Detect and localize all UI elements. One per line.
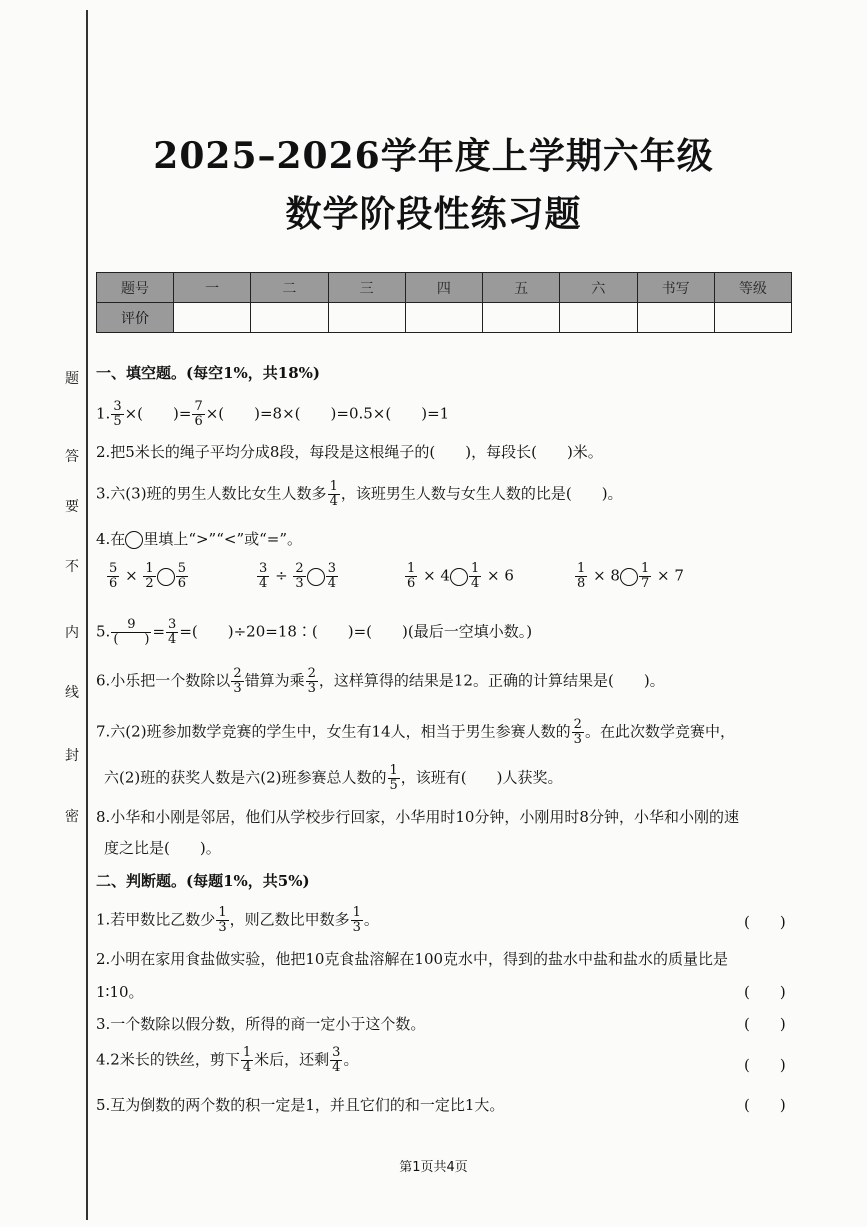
text: 。在此次数学竞赛中，: [584, 722, 735, 741]
text: 3.六(3)班的男生人数比女生人数多: [96, 484, 327, 503]
score-header-cell: 书写: [637, 273, 714, 303]
numerator: 5: [177, 561, 186, 576]
fraction: [216, 906, 228, 935]
q1-7a: [96, 718, 735, 747]
denominator: 4: [259, 576, 268, 591]
compare-item-3: [404, 562, 514, 591]
text: 错算为乘: [244, 671, 305, 690]
q1-8a: 8.小华和小刚是邻居，他们从学校步行回家，小华用时10分钟，小刚用时8分钟，小华和小刚的速: [96, 808, 739, 826]
score-input-cell[interactable]: [328, 303, 405, 333]
denominator: 4: [470, 576, 480, 591]
numerator: 1: [242, 1045, 252, 1060]
denominator: 6: [177, 576, 186, 591]
compare-item-1: [106, 562, 189, 591]
score-header-row: [97, 273, 792, 303]
score-header-cell: 二: [251, 273, 328, 303]
q1-1: [96, 400, 449, 429]
text: 4.2米长的铁丝，剪下: [96, 1050, 240, 1069]
seal-char: 线: [65, 685, 79, 701]
q2-5: 5.互为倒数的两个数的积一定是1，并且它们的和一定比1大。: [96, 1096, 505, 1114]
seal-char: 密: [65, 809, 79, 825]
numerator: 2: [573, 717, 582, 732]
text: 1.: [96, 404, 111, 423]
score-header-cell: 等级: [714, 273, 791, 303]
text: 六(2)班的获奖人数是六(2)班参赛总人数的: [104, 768, 387, 787]
denominator: 2: [145, 576, 154, 591]
title-line1: 2025–2026学年度上学期六年级: [153, 135, 714, 177]
fraction: [241, 1046, 253, 1075]
denominator: 3: [218, 920, 227, 935]
compare-circle[interactable]: [307, 568, 325, 586]
denominator: 4: [332, 1060, 341, 1075]
numerator: 2: [295, 561, 304, 576]
seal-char: 封: [65, 748, 79, 764]
page-footer: 第1页共4页: [399, 1160, 468, 1175]
q2-3: 3.一个数除以假分数，所得的商一定小于这个数。: [96, 1015, 426, 1033]
fraction: [351, 906, 363, 935]
score-header-cell: 四: [405, 273, 482, 303]
compare-circle[interactable]: [450, 568, 468, 586]
fraction: [166, 618, 178, 647]
seal-char: 不: [65, 559, 79, 575]
fraction: [405, 562, 417, 591]
numerator: 1: [218, 905, 227, 920]
compare-circle[interactable]: [620, 568, 638, 586]
text: 6.小乐把一个数除以: [96, 671, 231, 690]
text: ，则乙数比甲数多: [229, 910, 350, 929]
score-table: [96, 272, 792, 333]
operator: ×: [125, 566, 138, 585]
text: ，这样算得的结果是12。正确的计算结果是( )。: [318, 671, 665, 690]
score-header-cell: 六: [560, 273, 637, 303]
compare-item-4: [574, 562, 684, 591]
eval-label: 评价: [97, 303, 174, 333]
operator: × 8: [593, 566, 620, 585]
score-input-cell[interactable]: [251, 303, 328, 333]
text: 7.六(2)班参加数学竞赛的学生中，女生有14人，相当于男生参赛人数的: [96, 722, 571, 741]
denominator: 4: [242, 1060, 252, 1075]
denominator: 5: [389, 778, 398, 793]
denominator: 7: [640, 576, 650, 591]
text: ×( )=8×( )=0.5×( )=1: [205, 404, 450, 423]
answer-bracket[interactable]: ( ): [744, 913, 786, 931]
q2-1: [96, 906, 379, 935]
numerator: 3: [332, 1045, 341, 1060]
numerator: 2: [233, 666, 242, 681]
numerator: 5: [109, 561, 118, 576]
score-header-cell: 三: [328, 273, 405, 303]
fraction: [143, 562, 155, 591]
text: 里填上“>”“<”或“=”。: [143, 530, 303, 548]
operator: × 7: [657, 566, 684, 585]
text: 。: [343, 1050, 359, 1069]
denominator: 6: [407, 576, 416, 591]
fraction: [293, 562, 305, 591]
denominator: 3: [295, 576, 304, 591]
numerator: 3: [168, 617, 177, 632]
operator: × 4: [423, 566, 450, 585]
fraction: [328, 480, 340, 509]
denominator: 6: [109, 576, 118, 591]
seal-char: 答: [65, 449, 79, 465]
numerator: 9: [111, 618, 151, 633]
numerator: 1: [407, 561, 416, 576]
score-header-cell: 题号: [97, 273, 174, 303]
q1-7b: [104, 764, 563, 793]
q1-2: 2.把5米长的绳子平均分成8段，每段是这根绳子的( )，每段长( )米。: [96, 443, 603, 461]
section2-heading: 二、判断题。(每题1%，共5%): [96, 872, 310, 890]
text: 。: [363, 910, 379, 929]
score-input-cell[interactable]: [637, 303, 714, 333]
score-input-cell[interactable]: [714, 303, 791, 333]
score-eval-row: [97, 303, 792, 333]
text: 4.在: [96, 530, 126, 548]
answer-bracket[interactable]: ( ): [744, 1015, 786, 1033]
numerator: 3: [327, 561, 336, 576]
denominator: 4: [168, 632, 177, 647]
denominator: 3: [352, 920, 361, 935]
numerator: 1: [577, 561, 586, 576]
seal-char: 题: [65, 371, 79, 387]
numerator: 1: [329, 479, 338, 494]
denominator: 4: [329, 494, 338, 509]
operator: ÷: [275, 566, 288, 585]
denominator: 5: [113, 414, 122, 429]
text: 5.: [96, 622, 111, 641]
q2-2b: 1∶10。: [96, 983, 144, 1001]
fraction: [257, 562, 269, 591]
operator: × 6: [487, 566, 514, 585]
fraction: [469, 562, 481, 591]
denominator: 3: [233, 681, 242, 696]
numerator: 2: [307, 666, 316, 681]
q2-4: [96, 1046, 358, 1075]
fraction: [575, 562, 587, 591]
answer-bracket[interactable]: ( ): [744, 1056, 786, 1074]
denominator: 8: [577, 576, 586, 591]
q1-5: [96, 618, 532, 647]
numerator: 7: [194, 399, 203, 414]
title-line2: 数学阶段性练习题: [285, 193, 582, 235]
text: =( )÷20=18∶( )=( )(最后一空填小数。): [179, 622, 533, 641]
text: 1.若甲数比乙数少: [96, 910, 216, 929]
score-input-cell[interactable]: [174, 303, 251, 333]
text: ×( )=: [124, 404, 192, 423]
numerator: 3: [259, 561, 268, 576]
fraction: [639, 562, 651, 591]
score-header-cell: 一: [174, 273, 251, 303]
fraction: [111, 400, 123, 429]
numerator: 1: [640, 561, 650, 576]
seal-char: 内: [65, 625, 79, 641]
answer-bracket[interactable]: ( ): [744, 983, 786, 1001]
denominator: 6: [194, 414, 203, 429]
section1-heading: 一、填空题。(每空1%，共18%): [96, 364, 321, 382]
denominator: 3: [307, 681, 316, 696]
circle-icon: [125, 531, 143, 549]
text: ，该班男生人数与女生人数的比是( )。: [340, 484, 623, 503]
fraction: [572, 718, 584, 747]
fraction: [306, 667, 318, 696]
text: =: [152, 622, 166, 641]
fraction: [107, 562, 119, 591]
denominator: ( ): [113, 632, 150, 647]
seal-char: 要: [65, 499, 79, 515]
answer-bracket[interactable]: ( ): [744, 1096, 786, 1114]
compare-item-2: [256, 562, 339, 591]
text: ，该班有( )人获奖。: [400, 768, 563, 787]
numerator: 1: [145, 561, 154, 576]
fraction: [231, 667, 243, 696]
denominator: 4: [327, 576, 336, 591]
fraction: [192, 400, 204, 429]
q2-2a: 2.小明在家用食盐做实验，他把10克食盐溶解在100克水中，得到的盐水中盐和盐水的质量比是: [96, 950, 729, 968]
compare-circle[interactable]: [157, 568, 175, 586]
score-input-cell[interactable]: [560, 303, 637, 333]
text: 米后，还剩: [254, 1050, 330, 1069]
fraction: [176, 562, 188, 591]
q1-3: [96, 480, 623, 509]
fraction: [388, 764, 400, 793]
score-input-cell[interactable]: [405, 303, 482, 333]
numerator: 3: [113, 399, 122, 414]
fraction: [330, 1046, 342, 1075]
q1-6: [96, 667, 665, 696]
numerator: 1: [470, 561, 480, 576]
fraction: [111, 618, 151, 647]
score-input-cell[interactable]: [483, 303, 560, 333]
denominator: 3: [573, 732, 582, 747]
score-header-cell: 五: [483, 273, 560, 303]
q1-4: [96, 528, 302, 550]
numerator: 1: [352, 905, 361, 920]
q1-8b: 度之比是( )。: [104, 839, 221, 857]
fraction: [326, 562, 338, 591]
numerator: 1: [389, 763, 398, 778]
